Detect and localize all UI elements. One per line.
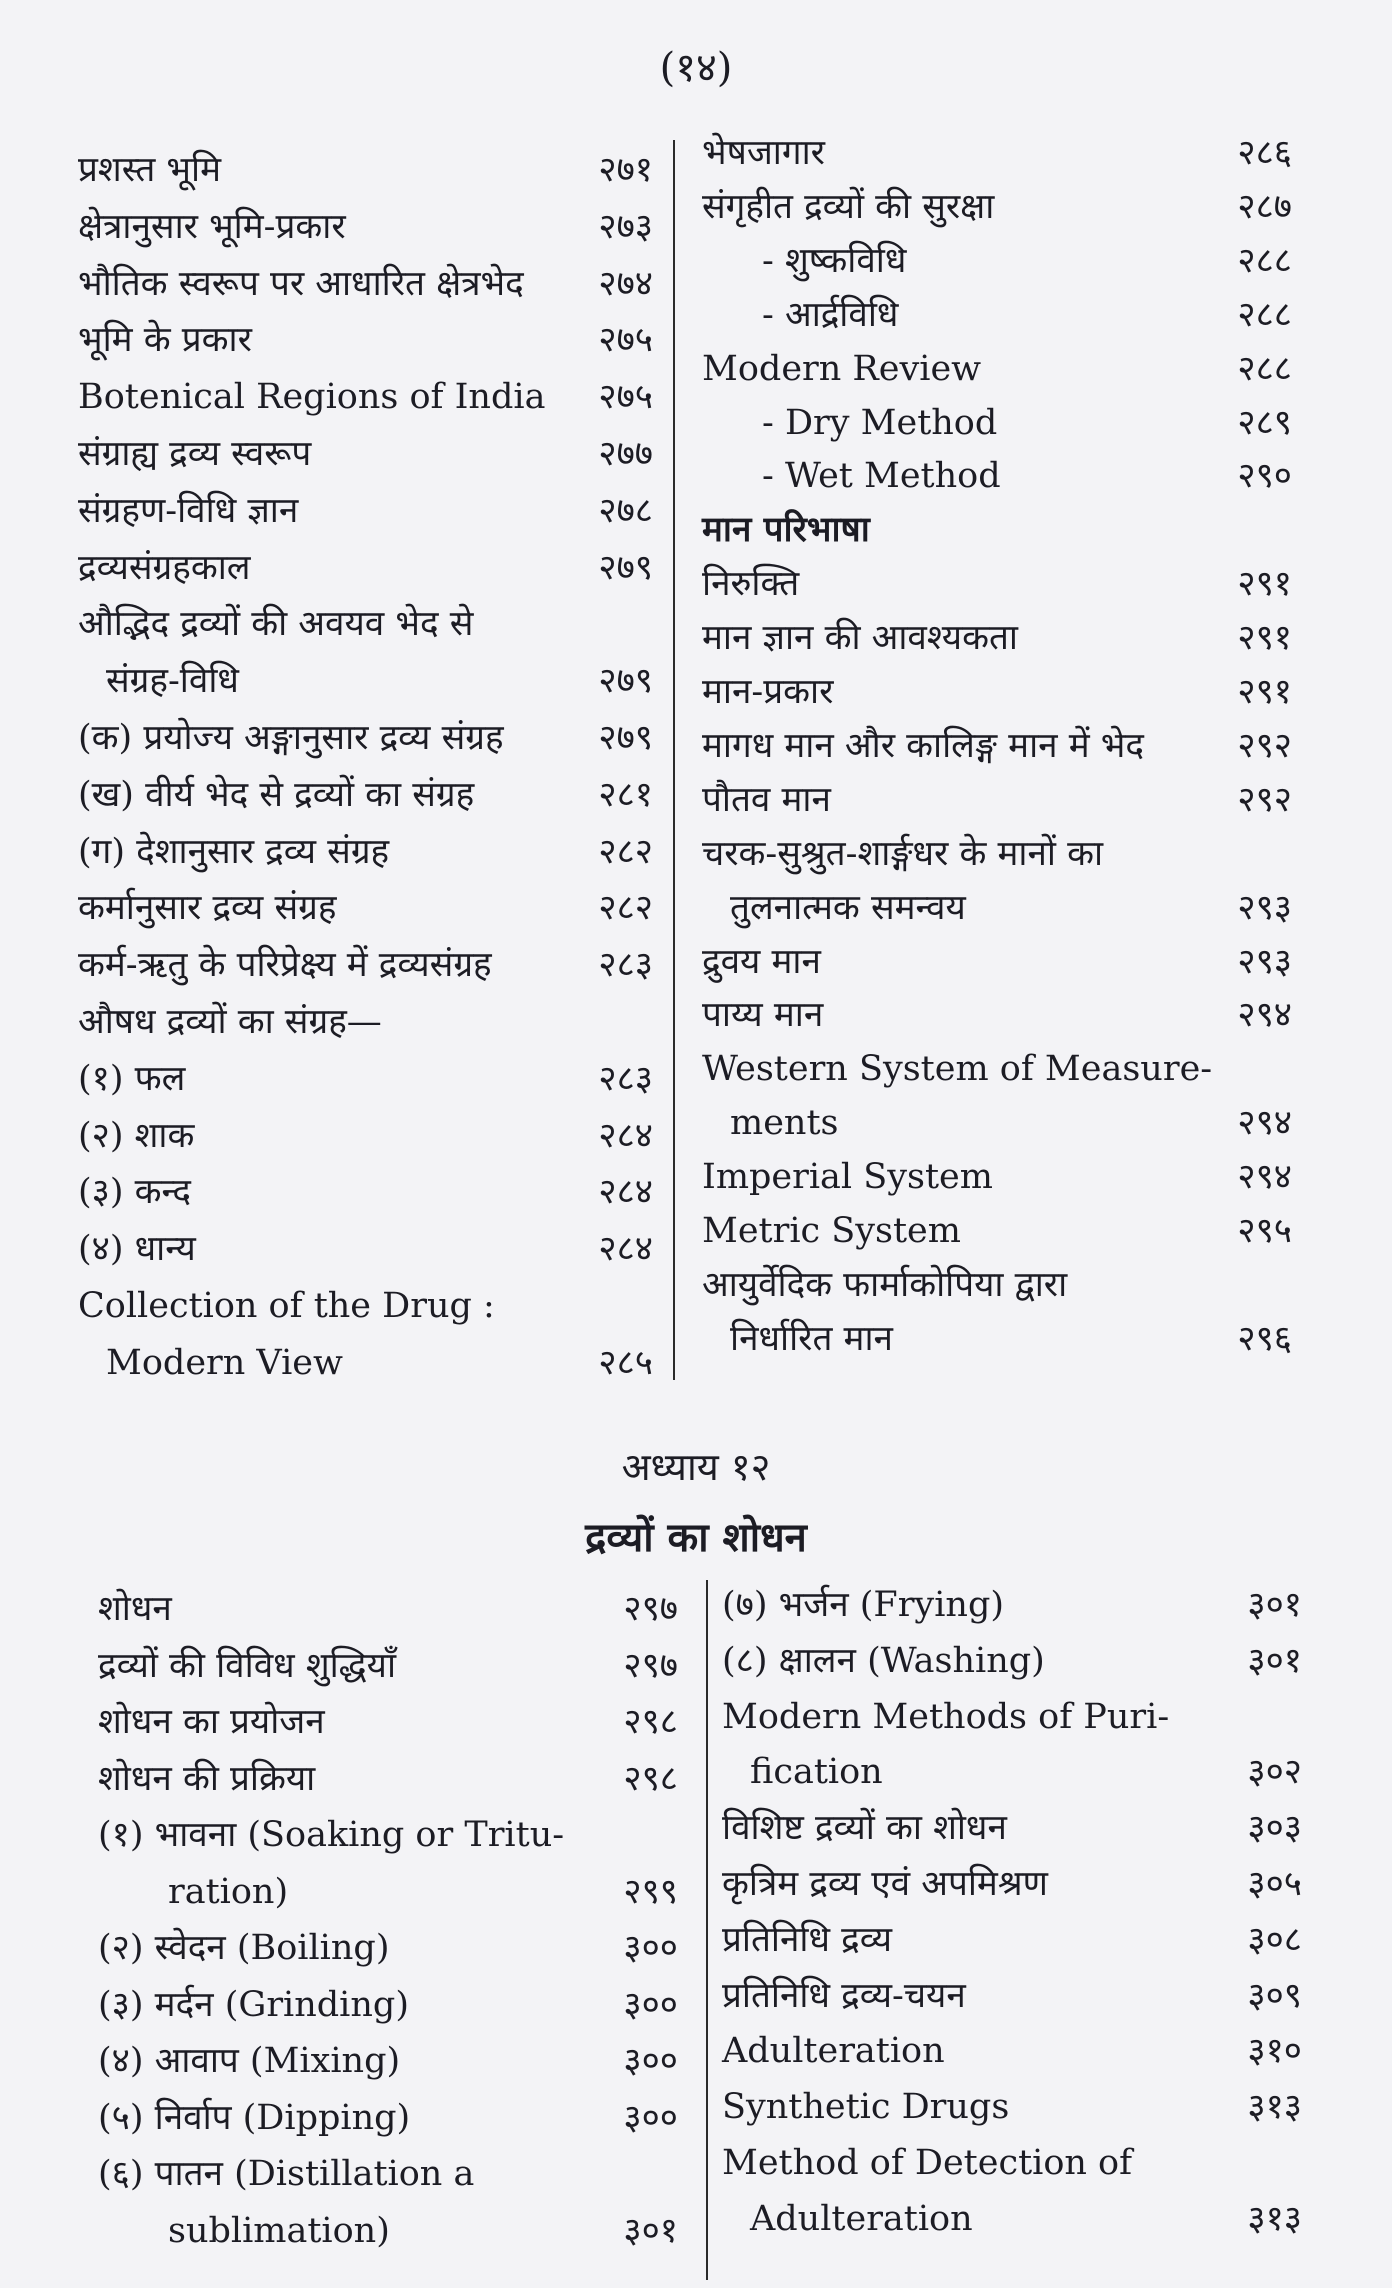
toc-entry-page: २८३ bbox=[598, 945, 653, 986]
toc-entry-page: २९४ bbox=[1237, 1157, 1292, 1198]
toc-entry-title: (८) क्षालन (Washing) bbox=[722, 1640, 1045, 1681]
toc-entry-page: २७४ bbox=[598, 263, 653, 304]
toc-entry-title: प्रतिनिधि द्रव्य-चयन bbox=[722, 1975, 966, 2016]
toc-entry-page: २७९ bbox=[598, 547, 653, 588]
toc-entry-title: प्रतिनिधि द्रव्य bbox=[722, 1919, 892, 1960]
toc-entry-page: २९१ bbox=[1237, 618, 1292, 659]
toc-entry-page: ३०३ bbox=[1247, 1808, 1302, 1849]
toc-entry-page: २९५ bbox=[1237, 1211, 1292, 1251]
column-divider bbox=[706, 1580, 708, 2280]
toc-entry-title: (१) फल bbox=[78, 1058, 186, 1099]
toc-entry-title: पौतव मान bbox=[702, 779, 831, 820]
toc-entry-page: २७५ bbox=[598, 377, 653, 418]
toc-entry-title: (६) पातन (Distillation a bbox=[98, 2154, 475, 2194]
toc-entry-page: २७८ bbox=[598, 490, 653, 531]
toc-entry-title: (ग) देशानुसार द्रव्य संग्रह bbox=[78, 831, 390, 872]
toc-entry-page: २८८ bbox=[1237, 348, 1292, 389]
toc-entry-title: Western System of Measure- bbox=[702, 1049, 1213, 1090]
toc-entry-title: द्रव्यसंग्रहकाल bbox=[78, 547, 251, 588]
toc-entry-page: २८७ bbox=[1237, 186, 1292, 227]
chapter-title: द्रव्यों का शोधन bbox=[585, 1514, 807, 1561]
toc-entry-page: २९२ bbox=[1237, 779, 1292, 820]
toc-entry-title: fication bbox=[750, 1752, 883, 1793]
page-number: (१४) bbox=[659, 45, 733, 91]
toc-entry-page: २९३ bbox=[1237, 941, 1292, 982]
toc-entry-title: Collection of the Drug : bbox=[78, 1286, 495, 1326]
toc-entry-title: - Dry Method bbox=[762, 402, 998, 443]
toc-entry-title: क्षेत्रानुसार भूमि-प्रकार bbox=[78, 206, 346, 247]
toc-entry-page: २९८ bbox=[623, 1758, 678, 1799]
toc-entry-page: २९० bbox=[1237, 456, 1292, 497]
toc-entry-page: २७७ bbox=[598, 434, 653, 474]
toc-entry-page: ३०० bbox=[623, 1984, 678, 2025]
toc-entry-page: २७९ bbox=[598, 718, 653, 758]
column-divider bbox=[673, 140, 675, 1380]
toc-entry-title: (२) स्वेदन (Boiling) bbox=[98, 1928, 390, 1968]
toc-entry-title: कर्म-ऋतु के परिप्रेक्ष्य में द्रव्यसंग्रह bbox=[78, 945, 492, 986]
toc-entry-page: ३०१ bbox=[623, 2210, 678, 2251]
toc-entry-page: ३०८ bbox=[1247, 1919, 1302, 1960]
toc-entry-title: मान-प्रकार bbox=[702, 672, 834, 712]
toc-entry-page: २९७ bbox=[623, 1645, 678, 1686]
section2-left-column bbox=[98, 1584, 678, 2264]
toc-entry-page: २९७ bbox=[623, 1589, 678, 1629]
toc-entry-page: २९६ bbox=[1237, 1318, 1292, 1359]
toc-entry-title: विशिष्ट द्रव्यों का शोधन bbox=[722, 1808, 1007, 1849]
toc-entry-title: Modern Review bbox=[702, 348, 982, 389]
toc-entry-title: संग्रह-विधि bbox=[106, 661, 239, 702]
toc-entry-title: तुलनात्मक समन्वय bbox=[730, 887, 966, 928]
toc-entry-title: Adulteration bbox=[722, 2031, 945, 2072]
toc-entry-title: (४) धान्य bbox=[78, 1229, 196, 1270]
toc-entry-page: ३०९ bbox=[1247, 1975, 1302, 2016]
toc-entry-page: २८३ bbox=[598, 1058, 653, 1099]
toc-entry-title: Synthetic Drugs bbox=[722, 2087, 1010, 2128]
toc-entry-page: २८८ bbox=[1237, 240, 1292, 281]
toc-entry-page: ३०० bbox=[623, 2097, 678, 2138]
toc-entry-title: sublimation) bbox=[168, 2210, 390, 2251]
toc-entry-page: २८५ bbox=[598, 1342, 653, 1383]
toc-entry-page: २९२ bbox=[1237, 725, 1292, 766]
toc-entry-page: ३०० bbox=[623, 1928, 678, 1968]
toc-entry-title: औद्भिद द्रव्यों की अवयव भेद से bbox=[78, 604, 474, 645]
toc-entry-title: (३) मर्दन (Grinding) bbox=[98, 1984, 409, 2025]
toc-entry-page: २७९ bbox=[598, 661, 653, 702]
toc-entry-page: २९४ bbox=[1237, 995, 1292, 1036]
toc-entry-page: २८२ bbox=[598, 831, 653, 872]
toc-entry-title: शोधन bbox=[98, 1589, 172, 1629]
toc-entry-title: संगृहीत द्रव्यों की सुरक्षा bbox=[702, 186, 995, 227]
toc-entry-page: २९१ bbox=[1237, 672, 1292, 712]
toc-entry-title: मान ज्ञान की आवश्यकता bbox=[702, 618, 1018, 659]
toc-entry-page: २९१ bbox=[1237, 564, 1292, 605]
toc-entry-title: द्रुवय मान bbox=[702, 941, 821, 982]
toc-entry-page: ३०५ bbox=[1247, 1864, 1302, 1904]
toc-entry-page: ३१३ bbox=[1247, 2198, 1302, 2239]
toc-entry-title: ments bbox=[730, 1103, 839, 1144]
toc-entry-page: ३०१ bbox=[1247, 1585, 1302, 1625]
section1-left-column bbox=[78, 145, 653, 1385]
toc-entry-page: २९४ bbox=[1237, 1103, 1292, 1144]
toc-entry-page: २९८ bbox=[623, 1702, 678, 1742]
toc-entry-title: Modern View bbox=[106, 1342, 343, 1383]
toc-entry-page: २८६ bbox=[1237, 133, 1292, 173]
toc-entry-title: (४) आवाप (Mixing) bbox=[98, 2041, 401, 2081]
toc-entry-title: मान परिभाषा bbox=[702, 509, 870, 551]
toc-entry-title: Adulteration bbox=[750, 2198, 973, 2239]
toc-entry-title: आयुर्वेदिक फार्माकोपिया द्वारा bbox=[702, 1264, 1068, 1305]
toc-entry-title: - आर्द्रविधि bbox=[762, 294, 899, 335]
toc-entry-title: - शुष्कविधि bbox=[762, 240, 907, 281]
toc-entry-title: Botenical Regions of India bbox=[78, 377, 546, 418]
toc-entry-page: २८८ bbox=[1237, 294, 1292, 335]
toc-entry-title: Imperial System bbox=[702, 1157, 993, 1198]
toc-entry-title: द्रव्यों की विविध शुद्धियाँ bbox=[98, 1645, 397, 1686]
toc-entry-title: कर्मानुसार द्रव्य संग्रह bbox=[78, 888, 337, 929]
toc-entry-page: ३०० bbox=[623, 2041, 678, 2081]
toc-entry-page: २७१ bbox=[598, 150, 653, 190]
toc-entry-page: ३१३ bbox=[1247, 2087, 1302, 2128]
section1-right-column bbox=[702, 128, 1292, 1378]
toc-entry-page: ३०२ bbox=[1247, 1752, 1302, 1793]
toc-entry-title: (१) भावना (Soaking or Tritu- bbox=[98, 1815, 565, 1855]
toc-entry-title: (ख) वीर्य भेद से द्रव्यों का संग्रह bbox=[78, 774, 475, 815]
toc-entry-page: २९३ bbox=[1237, 887, 1292, 928]
toc-entry-title: (७) भर्जन (Frying) bbox=[722, 1585, 1004, 1625]
toc-entry-title: - Wet Method bbox=[762, 456, 1001, 497]
toc-entry-title: भेषजागार bbox=[702, 133, 825, 173]
toc-entry-title: Metric System bbox=[702, 1211, 961, 1251]
toc-entry-title: चरक-सुश्रुत-शार्ङ्गधर के मानों का bbox=[702, 833, 1104, 874]
toc-entry-page: २९९ bbox=[623, 1871, 678, 1912]
toc-entry-title: भूमि के प्रकार bbox=[78, 320, 252, 361]
toc-entry-title: Modern Methods of Puri- bbox=[722, 1696, 1170, 1737]
toc-entry-page: २८२ bbox=[598, 888, 653, 929]
toc-entry-page: २८१ bbox=[598, 774, 653, 815]
toc-entry-title: (क) प्रयोज्य अङ्गानुसार द्रव्य संग्रह bbox=[78, 718, 504, 758]
toc-entry-page: ३०१ bbox=[1247, 1640, 1302, 1681]
toc-entry-title: शोधन का प्रयोजन bbox=[98, 1702, 325, 1742]
toc-entry-page: २८९ bbox=[1237, 402, 1292, 443]
toc-entry-title: (५) निर्वाप (Dipping) bbox=[98, 2097, 411, 2138]
toc-entry-title: कृत्रिम द्रव्य एवं अपमिश्रण bbox=[722, 1864, 1048, 1904]
toc-entry-page: २८४ bbox=[598, 1229, 653, 1270]
toc-entry-title: पाय्य मान bbox=[702, 995, 824, 1036]
toc-entry-title: निरुक्ति bbox=[702, 564, 800, 605]
toc-entry-page: २८४ bbox=[598, 1172, 653, 1213]
toc-entry-title: शोधन की प्रक्रिया bbox=[98, 1758, 316, 1799]
toc-entry-title: मागध मान और कालिङ्ग मान में भेद bbox=[702, 725, 1144, 766]
toc-entry-title: औषध द्रव्यों का संग्रह— bbox=[78, 1002, 382, 1042]
toc-entry-title: ration) bbox=[168, 1871, 289, 1912]
toc-entry-title: Method of Detection of bbox=[722, 2143, 1133, 2183]
toc-entry-title: (२) शाक bbox=[78, 1115, 195, 1156]
toc-entry-title: निर्धारित मान bbox=[730, 1318, 893, 1359]
toc-entry-title: प्रशस्त भूमि bbox=[78, 150, 222, 190]
toc-entry-title: संग्रहण-विधि ज्ञान bbox=[78, 490, 299, 531]
toc-entry-page: २८४ bbox=[598, 1115, 653, 1156]
toc-entry-title: भौतिक स्वरूप पर आधारित क्षेत्रभेद bbox=[78, 263, 524, 304]
section2-right-column bbox=[722, 1580, 1302, 2260]
toc-entry-title: संग्राह्य द्रव्य स्वरूप bbox=[78, 434, 312, 474]
toc-entry-page: २७५ bbox=[598, 320, 653, 361]
toc-entry-page: ३१० bbox=[1247, 2031, 1302, 2072]
chapter-label: अध्याय १२ bbox=[621, 1445, 771, 1489]
toc-entry-page: २७३ bbox=[598, 206, 653, 247]
toc-entry-title: (३) कन्द bbox=[78, 1172, 191, 1213]
